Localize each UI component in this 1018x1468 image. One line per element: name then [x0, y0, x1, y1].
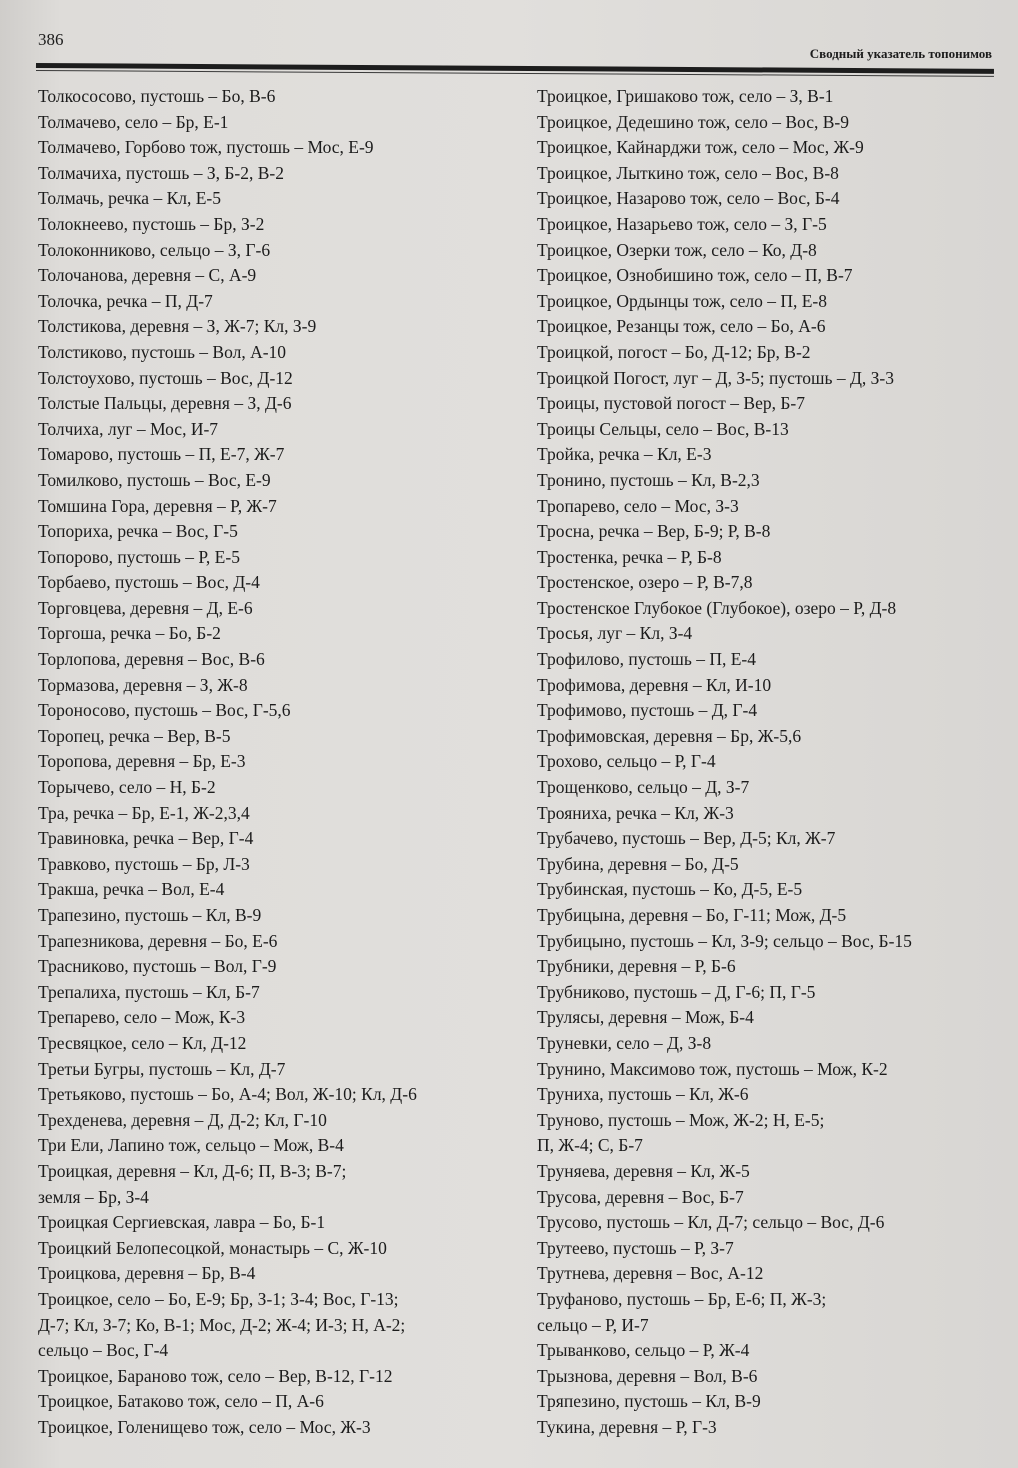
index-entry: Травково, пустошь – Бр, Л-3 — [38, 853, 250, 874]
index-entry: Тресвяцкое, село – Кл, Д-12 — [38, 1032, 247, 1053]
index-entry: Трубицына, деревня – Бо, Г-11; Мож, Д-5 — [537, 905, 847, 925]
index-entry: Тормазова, деревня – З, Ж-8 — [38, 674, 248, 695]
index-entry: Троицкое, Резанцы тож, село – Бо, А-6 — [537, 316, 826, 337]
index-entry: Троицкое, Назарово тож, село – Вос, Б-4 — [537, 188, 840, 209]
index-entry: Толмачево, Горбово тож, пустошь – Мос, Е-9 — [38, 137, 374, 158]
index-entry: Трунино, Максимово тож, пустошь – Мож, К-2 — [537, 1058, 888, 1079]
index-entry: Трохово, сельцо – Р, Г-4 — [537, 751, 716, 772]
index-entry: Трулясы, деревня – Мож, Б-4 — [537, 1007, 754, 1028]
index-entry: Трубники, деревня – Р, Б-6 — [537, 956, 736, 977]
index-entry: Толмачь, речка – Кл, Е-5 — [38, 188, 221, 209]
index-entry: Троицкое, Назарьево тож, село – З, Г-5 — [537, 213, 827, 234]
index-entry: Тукина, деревня – Р, Г-3 — [537, 1416, 717, 1437]
index-entry: Труново, пустошь – Мож, Ж-2; Н, Е-5; — [537, 1109, 825, 1130]
index-entry: сельцо – Р, И-7 — [537, 1314, 649, 1335]
index-entry: Трубачево, пустошь – Вер, Д-5; Кл, Ж-7 — [537, 828, 836, 849]
index-entry: Троицкое, Голенищево тож, село – Мос, Ж-3 — [38, 1416, 371, 1437]
index-entry: Три Ели, Лапино тож, сельцо – Мож, В-4 — [38, 1135, 344, 1156]
index-entry: Трехденева, деревня – Д, Д-2; Кл, Г-10 — [38, 1109, 327, 1130]
index-entry: Трофимовская, деревня – Бр, Ж-5,6 — [537, 725, 802, 746]
index-entry: Толстикова, деревня – З, Ж-7; Кл, З-9 — [38, 316, 317, 337]
index-entry: Трасниково, пустошь – Вол, Г-9 — [38, 956, 277, 977]
index-entry: Томилково, пустошь – Вос, Е-9 — [38, 469, 271, 490]
index-entry: Толстиково, пустошь – Вол, А-10 — [38, 341, 287, 362]
left-column — [38, 84, 526, 1440]
index-entry: Тороносово, пустошь – Вос, Г-5,6 — [38, 700, 291, 721]
index-entry: Троицкое, Озерки тож, село – Ко, Д-8 — [537, 239, 817, 260]
index-entry: Тройка, речка – Кл, Е-3 — [537, 444, 712, 465]
index-entry: Трыванково, сельцо – Р, Ж-4 — [537, 1340, 750, 1361]
index-entry: Тропарево, село – Мос, З-3 — [537, 495, 739, 516]
index-entry: Троицкова, деревня – Бр, В-4 — [38, 1263, 256, 1284]
index-entry: Троицкое, Батаково тож, село – П, А-6 — [38, 1391, 324, 1412]
index-entry: Томшина Гора, деревня – Р, Ж-7 — [38, 495, 277, 516]
index-entry: Троицкое, Лыткино тож, село – Вос, В-8 — [537, 162, 839, 183]
index-entry: Троицкое, Ознобишино тож, село – П, В-7 — [537, 265, 853, 286]
index-entry: Троицкое, Ордынцы тож, село – П, Е-8 — [537, 290, 827, 311]
index-entry: Тростенка, речка – Р, Б-8 — [537, 546, 722, 567]
index-entry: Толкососово, пустошь – Бо, В-6 — [38, 86, 276, 106]
index-entry: Торбаево, пустошь – Вос, Д-4 — [38, 572, 260, 593]
index-entry: Трубниково, пустошь – Д, Г-6; П, Г-5 — [537, 981, 816, 1002]
index-entry: Трапезникова, деревня – Бо, Е-6 — [38, 930, 278, 951]
index-entry: Тростенское, озеро – Р, В-7,8 — [537, 572, 753, 593]
index-entry: Троицкое, Бараново тож, село – Вер, В-12, Г-12 — [38, 1365, 393, 1386]
index-entry: Тра, речка – Бр, Е-1, Ж-2,3,4 — [38, 802, 250, 823]
index-entry: Толстые Пальцы, деревня – З, Д-6 — [38, 393, 292, 414]
index-entry: Трызнова, деревня – Вол, В-6 — [537, 1365, 758, 1386]
index-entry: Троицкая, деревня – Кл, Д-6; П, В-3; В-7; — [38, 1160, 347, 1181]
index-entry: Толокнеево, пустошь – Бр, З-2 — [38, 213, 265, 234]
index-entry: Троицкой Погост, луг – Д, З-5; пустошь – Д, З-3 — [537, 367, 894, 388]
index-entry: Д-7; Кл, З-7; Ко, В-1; Мос, Д-2; Ж-4; И-3; Н, А-2; — [38, 1314, 406, 1335]
index-entry: Троицкое, Дедешино тож, село – Вос, В-9 — [537, 111, 849, 132]
index-entry: Трофимово, пустошь – Д, Г-4 — [537, 700, 758, 721]
index-entry: Труниха, пустошь – Кл, Ж-6 — [537, 1084, 749, 1105]
index-entry: Троицы, пустовой погост – Вер, Б-7 — [537, 393, 805, 414]
index-entry: Толчиха, луг – Мос, И-7 — [38, 418, 219, 439]
right-column — [537, 84, 1007, 1440]
index-entry: Трояниха, речка – Кл, Ж-3 — [537, 802, 734, 823]
index-entry: Третьи Бугры, пустошь – Кл, Д-7 — [38, 1058, 286, 1079]
index-entry: Трепалиха, пустошь – Кл, Б-7 — [38, 981, 260, 1002]
index-entry: Толочка, речка – П, Д-7 — [38, 290, 213, 311]
index-entry: Трутнева, деревня – Вос, А-12 — [537, 1263, 764, 1284]
index-entry: Трубина, деревня – Бо, Д-5 — [537, 853, 739, 874]
index-entry: Труневки, село – Д, З-8 — [537, 1032, 712, 1053]
index-entry: Троицы Сельцы, село – Вос, В-13 — [537, 418, 789, 439]
index-entry: Трубицыно, пустошь – Кл, З-9; сельцо – Вос, Б-15 — [537, 930, 912, 951]
index-entry: Троицкое, Кайнарджи тож, село – Мос, Ж-9 — [537, 137, 864, 158]
index-entry: П, Ж-4; С, Б-7 — [537, 1135, 643, 1156]
index-entry: Торопец, речка – Вер, В-5 — [38, 725, 231, 746]
index-entry: Торычево, село – Н, Б-2 — [38, 777, 216, 798]
index-entry: Тросья, луг – Кл, З-4 — [537, 623, 693, 644]
index-entry: Троицкое, Гришаково тож, село – З, В-1 — [537, 86, 834, 106]
index-entry: Труняева, деревня – Кл, Ж-5 — [537, 1160, 750, 1181]
index-entry: земля – Бр, З-4 — [38, 1186, 149, 1207]
index-entry: Трощенково, сельцо – Д, З-7 — [537, 777, 750, 798]
index-entry: Торговцева, деревня – Д, Е-6 — [38, 597, 253, 618]
running-title: Сводный указатель топонимов — [809, 46, 992, 61]
index-entry: Торгоша, речка – Бо, Б-2 — [38, 623, 221, 644]
index-entry: Тросна, речка – Вер, Б-9; Р, В-8 — [537, 521, 771, 542]
index-entry: Толоконниково, сельцо – З, Г-6 — [38, 239, 271, 260]
index-entry: Торлопова, деревня – Вос, В-6 — [38, 649, 265, 670]
index-entry: Трубинская, пустошь – Ко, Д-5, Е-5 — [537, 879, 803, 900]
page-header — [36, 28, 994, 68]
index-entry: Тронино, пустошь – Кл, В-2,3 — [537, 469, 760, 490]
index-entry: Троицкое, село – Бо, Е-9; Бр, З-1; З-4; Вос, Г-13; — [38, 1288, 399, 1309]
index-entry: Трофимова, деревня – Кл, И-10 — [537, 674, 772, 695]
index-entry: Трусова, деревня – Вос, Б-7 — [537, 1186, 744, 1207]
index-entry: Трутеево, пустошь – Р, З-7 — [537, 1237, 734, 1258]
index-entry: Толстоухово, пустошь – Вос, Д-12 — [38, 367, 293, 388]
index-entry: Троицкой, погост – Бо, Д-12; Бр, В-2 — [537, 341, 811, 362]
index-entry: Травиновка, речка – Вер, Г-4 — [38, 828, 254, 849]
index-entry: Труфаново, пустошь – Бр, Е-6; П, Ж-3; — [537, 1288, 827, 1309]
index-entry: сельцо – Вос, Г-4 — [38, 1340, 169, 1361]
index-entry: Третьяково, пустошь – Бо, А-4; Вол, Ж-10; Кл, Д-6 — [38, 1084, 417, 1105]
index-entry: Торопова, деревня – Бр, Е-3 — [38, 751, 246, 772]
index-entry: Толмачиха, пустошь – З, Б-2, В-2 — [38, 162, 284, 183]
index-entry: Топорово, пустошь – Р, Е-5 — [38, 546, 240, 567]
index-entry: Томарово, пустошь – П, Е-7, Ж-7 — [38, 444, 285, 465]
index-entry: Троицкая Сергиевская, лавра – Бо, Б-1 — [38, 1212, 326, 1233]
index-entry: Толочанова, деревня – С, А-9 — [38, 265, 257, 286]
index-entry: Трофилово, пустошь – П, Е-4 — [537, 649, 757, 670]
index-entry: Тряпезино, пустошь – Кл, В-9 — [537, 1391, 761, 1412]
index-entry: Троицкий Белопесоцкой, монастырь – С, Ж-10 — [38, 1237, 387, 1258]
index-entry: Топориха, речка – Вос, Г-5 — [38, 521, 238, 542]
index-entry: Тростенское Глубокое (Глубокое), озеро – Р, Д-8 — [537, 597, 897, 618]
index-entry: Трапезино, пустошь – Кл, В-9 — [38, 905, 262, 925]
index-entry: Трепарево, село – Мож, К-3 — [38, 1007, 246, 1028]
index-entry: Толмачево, село – Бр, Е-1 — [38, 111, 229, 132]
index-entry: Трусово, пустошь – Кл, Д-7; сельцо – Вос, Д-6 — [537, 1212, 885, 1233]
page-number: 386 — [38, 30, 64, 49]
index-entry: Тракша, речка – Вол, Е-4 — [38, 879, 225, 900]
